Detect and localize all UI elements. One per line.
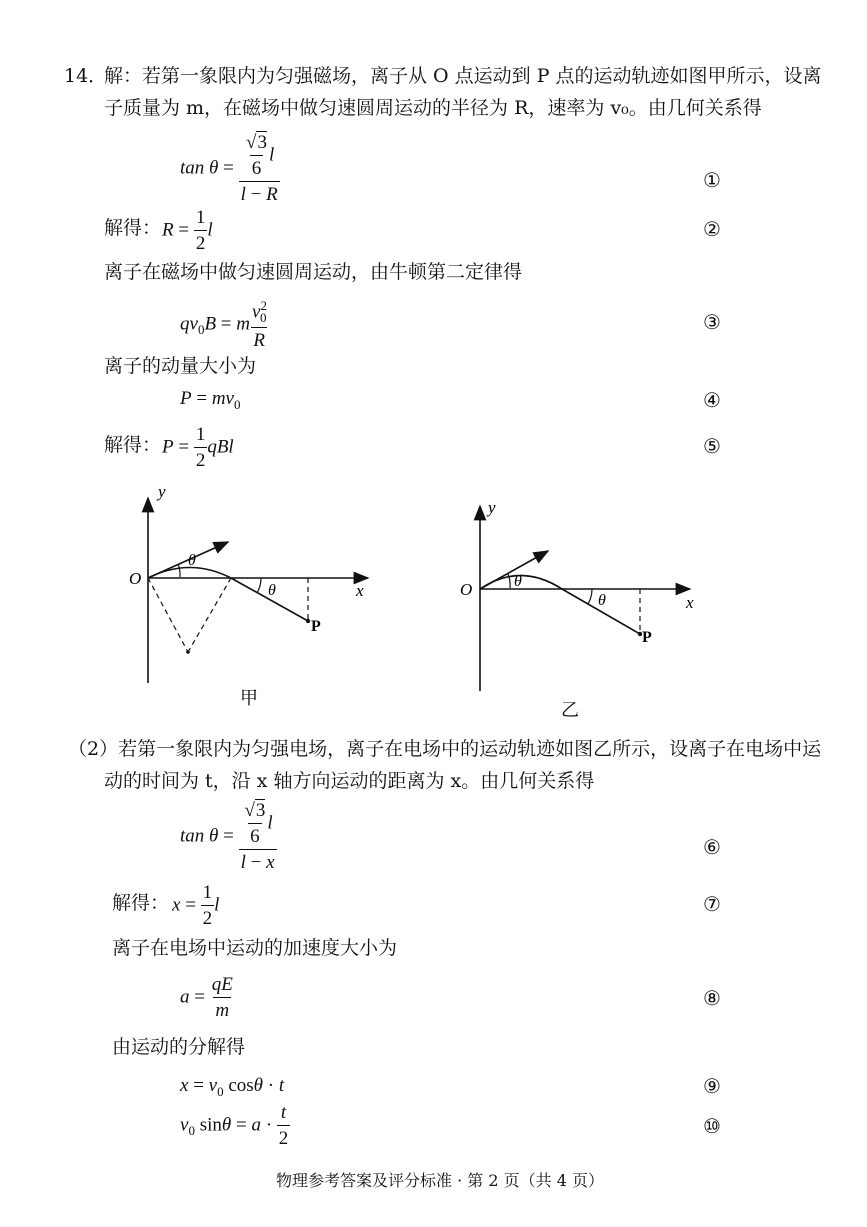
theta-label-2: θ xyxy=(268,582,276,599)
radius-dashed-2 xyxy=(188,578,231,652)
equation-number-1: ① xyxy=(703,168,721,192)
solve-label-3: 解得： xyxy=(112,892,170,914)
equation-6: tan θ = $\frac{√3}{6}$ l l − x xyxy=(180,800,275,873)
part1-intro-line2: 子质量为 m，在磁场中做匀速圆周运动的半径为 R，速率为 v₀。由几何关系得 xyxy=(104,97,762,119)
solve-label-1: 解得： xyxy=(104,217,162,239)
solve-label-2: 解得： xyxy=(104,434,162,456)
equation-number-8: ⑧ xyxy=(703,986,721,1010)
equation-number-2: ② xyxy=(703,217,721,241)
p-label: P xyxy=(642,629,652,646)
equation-number-6: ⑥ xyxy=(703,835,721,859)
sentence-decomp: 由运动的分解得 xyxy=(112,1036,246,1058)
x-label: x xyxy=(686,593,694,612)
part2-line1: （2）若第一象限内为匀强电场，离子在电场中的运动轨迹如图乙所示，设离子在电场中运 xyxy=(68,738,822,760)
origin-label: O xyxy=(460,580,473,599)
figure-caption-yi: 乙 xyxy=(561,700,579,720)
p-label: P xyxy=(311,618,321,635)
part2-line2: 动的时间为 t，沿 x 轴方向运动的距离为 x。由几何关系得 xyxy=(104,770,595,792)
equation-3: $qv_0B = m$ $\frac{v^2_0}{R}$ xyxy=(180,298,267,352)
x-label: x xyxy=(356,581,364,600)
equation-1: tan θ = $\frac{√3}{6}$ l l − R xyxy=(180,132,278,205)
circle-center-dot xyxy=(186,650,190,654)
page-footer: 物理参考答案及评分标准 · 第 2 页（共 4 页） xyxy=(276,1171,604,1190)
theta-label-1: θ xyxy=(188,552,196,569)
figure-jia xyxy=(110,478,400,723)
origin-label: O xyxy=(129,569,142,588)
equation-number-10: ⑩ xyxy=(703,1114,721,1138)
angle-arc-2 xyxy=(257,578,261,593)
theta-label-2: θ xyxy=(598,592,606,609)
sentence-newton: 离子在磁场中做匀速圆周运动，由牛顿第二定律得 xyxy=(104,261,523,283)
point-p-dot xyxy=(306,619,310,623)
equation-5: P = $\frac{1}{2}$ qBl xyxy=(162,424,234,471)
angle-arc-2 xyxy=(588,589,592,604)
arc-trajectory xyxy=(148,568,231,579)
equation-8: a = $\frac{qE}{m}$ xyxy=(180,974,233,1021)
equation-9: $x = v_0$ cosθ · t xyxy=(180,1075,285,1099)
theta-label-1: θ xyxy=(514,573,522,590)
figure-caption-jia: 甲 xyxy=(240,688,258,708)
equation-number-9: ⑨ xyxy=(703,1074,721,1098)
equation-7: x = $\frac{1}{2}$ l xyxy=(172,882,220,929)
equation-number-3: ③ xyxy=(703,310,721,334)
y-label: y xyxy=(158,482,166,501)
y-label: y xyxy=(488,498,496,517)
equation-number-7: ⑦ xyxy=(703,892,721,916)
equation-2: R = $\frac{1}{2}$ l xyxy=(162,207,213,254)
angle-arc-1 xyxy=(178,564,180,577)
figure-yi xyxy=(450,486,720,726)
sentence-accel: 离子在电场中运动的加速度大小为 xyxy=(112,937,398,959)
problem-number: 14． xyxy=(64,65,108,87)
radius-dashed-1 xyxy=(148,578,188,652)
equation-4: $P = mv_0$ xyxy=(180,388,241,412)
equation-10: $v_0$ sinθ = a · $\frac{t}{2}$ xyxy=(180,1102,289,1149)
equation-number-5: ⑤ xyxy=(703,434,721,458)
equation-number-4: ④ xyxy=(703,388,721,412)
part1-intro-line1: 解：若第一象限内为匀强磁场，离子从 O 点运动到 P 点的运动轨迹如图甲所示，设离 xyxy=(104,65,822,87)
sentence-momentum: 离子的动量大小为 xyxy=(104,355,257,377)
